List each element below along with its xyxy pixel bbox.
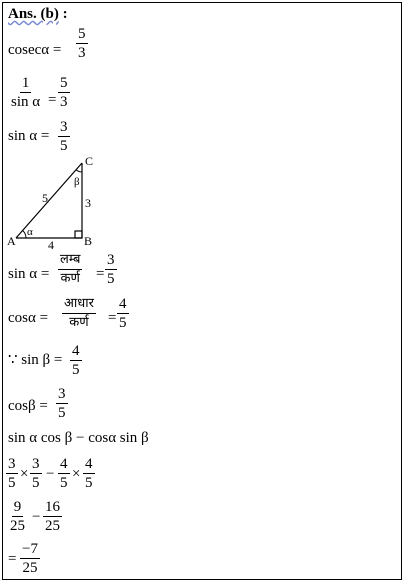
fraction-numerator: 4 [60,456,68,472]
fraction-denominator: 5 [60,475,68,491]
step-5-word-fraction [62,296,96,331]
step-10-minus: − [32,509,41,525]
fraction-denominator: 5 [60,138,68,154]
angle-alpha-arc [23,231,26,239]
angle-beta-arc [76,170,82,172]
vertex-a-label: A [7,234,16,248]
fraction-denominator: 25 [22,560,38,576]
fraction-denominator: 5 [119,315,127,331]
step-4-equals: = [96,266,105,282]
fraction-numerator: 3 [60,119,68,135]
fraction-denominator: 5 [85,475,93,491]
step-5-lhs: cosα = [8,310,49,326]
fraction-numerator: 9 [13,499,22,515]
step-5-equals: = [108,310,117,326]
step-9-fraction-b [30,456,42,491]
step-6-fraction [70,343,82,378]
fraction-denominator: 5 [8,475,16,491]
step-9-fraction-a [6,456,18,491]
step-9-fraction-c [58,456,70,491]
step-3-fraction [58,119,70,154]
step-1-fraction [76,26,88,61]
fraction-denominator: 5 [32,475,40,491]
fraction-numerator: 1 [21,75,30,91]
fraction-denominator: 3 [78,45,86,61]
answer-heading [8,6,68,23]
fraction-numerator: 3 [32,456,40,472]
step-7-fraction [56,386,68,421]
fraction-numerator: 5 [78,26,86,42]
fraction-numerator: 3 [58,386,66,402]
fraction-denominator: 25 [10,518,25,534]
fraction-numerator: 4 [119,296,127,312]
fraction-denominator: कर्ण [69,315,89,330]
fraction-numerator: 4 [85,456,93,472]
angle-alpha-label: α [27,226,33,238]
step-4-lhs: sin α = [8,266,50,282]
fraction-numerator: लम्ब [58,252,82,270]
fraction-numerator: आधार [62,296,96,314]
step-2-right-fraction [58,75,70,110]
step-10-fraction-b [43,499,62,534]
side-bc-label: 3 [85,196,91,210]
step-5-fraction [117,296,129,331]
step-4-word-fraction [58,252,82,287]
angle-beta-label: β [74,176,80,188]
fraction-numerator: −7 [22,541,38,557]
fraction-denominator: 5 [72,362,80,378]
fraction-denominator: sin α [11,94,41,110]
right-angle-marker [75,231,82,238]
side-ab-label: 4 [48,238,54,249]
step-11-equals: = [8,551,17,567]
triangle-side-ac [16,163,82,238]
fraction-numerator: 3 [107,252,115,268]
vertex-c-label: C [85,154,94,168]
side-ac-label: 5 [42,191,48,205]
fraction-denominator: 5 [107,271,115,287]
step-11-fraction [20,541,40,576]
fraction-denominator: 5 [58,405,66,421]
step-10-fraction-a [8,499,27,534]
answer-label: Ans. (b) [8,6,59,22]
fraction-denominator: 3 [60,94,68,110]
times-sign-1: × [20,466,29,482]
answer-colon: : [58,6,68,22]
fraction-numerator: 4 [72,343,80,359]
fraction-numerator: 5 [60,75,68,91]
fraction-denominator: कर्ण [60,271,80,286]
times-sign-2: × [72,466,81,482]
step-6-lhs: ∵ sin β = [8,352,63,368]
vertex-b-label: B [84,234,93,248]
step-9-fraction-d [83,456,95,491]
step-2-left-fraction [9,75,42,110]
fraction-numerator: 3 [8,456,16,472]
step-8-expression: sin α cos β − cosα sin β [8,430,149,446]
right-triangle-diagram [6,153,110,249]
step-1-lhs: cosecα = [8,42,62,58]
step-3-lhs: sin α = [8,128,50,144]
step-2-equals: = [48,92,57,108]
fraction-denominator: 25 [45,518,60,534]
step-7-lhs: cosβ = [8,398,48,414]
step-4-fraction [105,252,117,287]
minus-sign: − [46,466,55,482]
fraction-numerator: 16 [45,499,60,515]
